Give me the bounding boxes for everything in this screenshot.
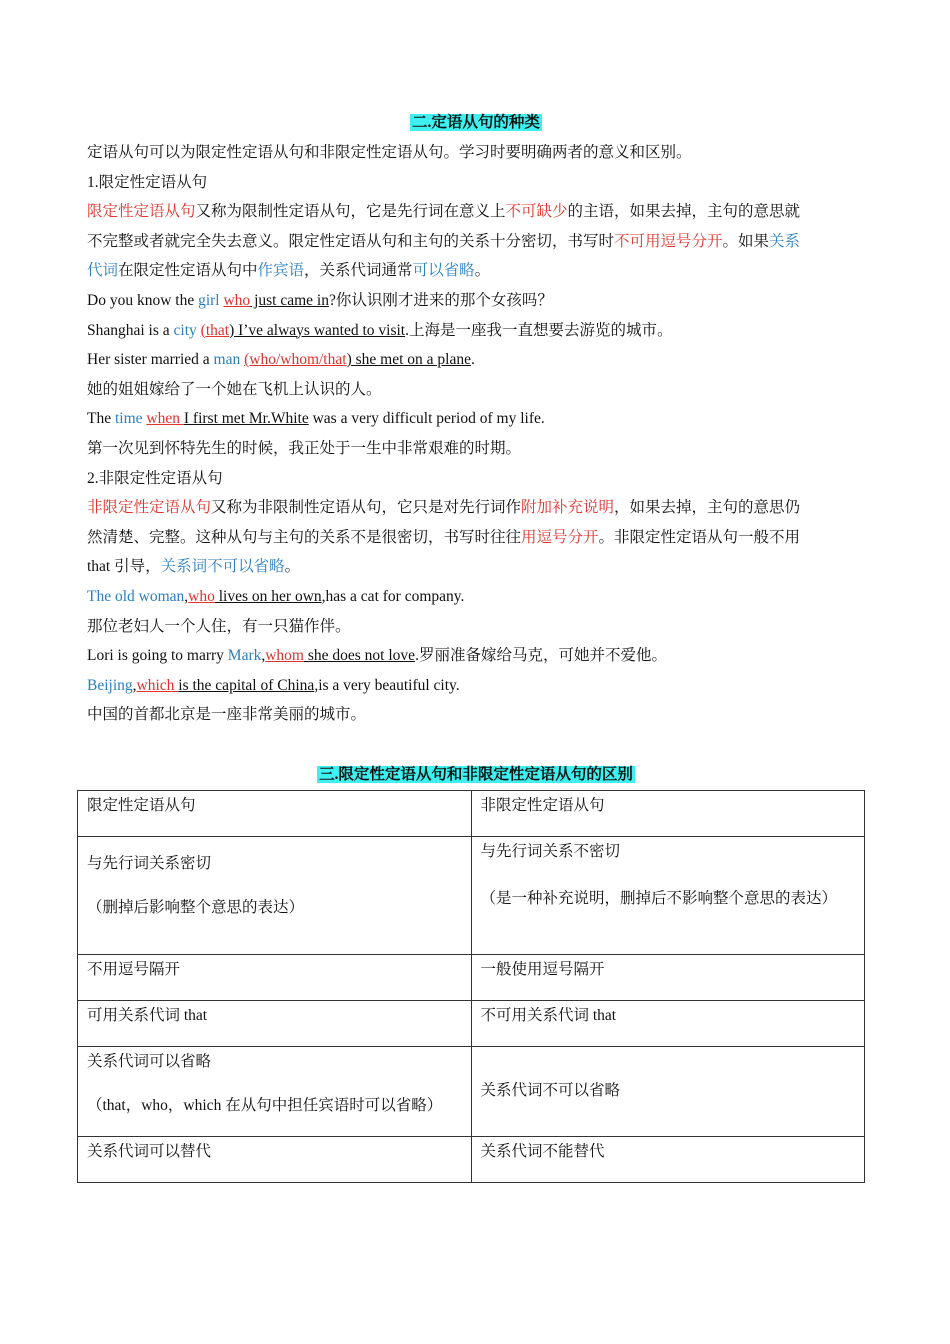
table-cell: 与先行词关系不密切 （是一种补充说明，删掉后不影响整个意思的表达） [471, 837, 865, 955]
example-translation: 那位老妇人一个人住，有一只猫作伴。 [87, 617, 351, 635]
table-row [78, 1137, 865, 1183]
table-cell: 关系代词可以省略 （that，who，which 在从句中担任宾语时可以省略） [78, 1047, 472, 1137]
paragraph-restrictive: 限定性定语从句又称为限制性定语从句，它是先行词在意义上不可缺少的主语，如果去掉，主句的意思就 不完整或者就完全失去意义。限定性定语从句和主句的关系十分密切，书写时不可用逗号分开。如果关系 代词在限定性定语从句中作宾语，关系代词通常可以省略。 [87, 203, 801, 280]
section3-heading: 三.限定性定语从句和非限定性定语从句的区别 [319, 765, 633, 783]
example-translation: 中国的首都北京是一座非常美丽的城市。 [87, 706, 367, 724]
table-row [78, 837, 865, 955]
table-cell: 可用关系代词 that [78, 1001, 472, 1047]
intro-text: 定语从句可以为限定性定语从句和非限定性定语从句。学习时要明确两者的意义和区别。 [87, 144, 692, 161]
table-cell: 关系代词不能替代 [471, 1137, 865, 1183]
example-sentence: Her sister married a man (who/whom/that) she met on a plane. [87, 351, 475, 369]
table-row [78, 1001, 865, 1047]
table-cell: 关系代词可以替代 [78, 1137, 472, 1183]
table-cell: 与先行词关系密切 （删掉后影响整个意思的表达） [78, 837, 472, 955]
subheading-restrictive: 1.限定性定语从句 [87, 173, 208, 191]
comparison-table [77, 790, 865, 1183]
table-cell: 不用逗号隔开 [78, 955, 472, 1001]
table-cell: 关系代词不可以省略 [471, 1047, 865, 1137]
example-translation: 她的姐姐嫁给了一个她在飞机上认识的人。 [87, 380, 382, 398]
table-cell: 一般使用逗号隔开 [471, 955, 865, 1001]
table-row [78, 791, 865, 837]
table-cell: 非限定性定语从句 [471, 791, 865, 837]
example-sentence: The time when I first met Mr.White was a very difficult period of my life. [87, 410, 545, 428]
table-cell: 不可用关系代词 that [471, 1001, 865, 1047]
example-sentence: The old woman,who lives on her own,has a cat for company. [87, 587, 465, 605]
section2-heading: 二.定语从句的种类 [412, 114, 540, 131]
example-translation: 第一次见到怀特先生的时候，我正处于一生中非常艰难的时期。 [87, 439, 522, 457]
subheading-nonrestrictive: 2.非限定性定语从句 [87, 469, 223, 487]
document-page [87, 110, 865, 790]
example-sentence: Beijing,which is the capital of China,is a very beautiful city. [87, 676, 460, 694]
example-sentence: Shanghai is a city (that) I’ve always wanted to visit.上海是一座我一直想要去游览的城市。 [87, 321, 673, 339]
table-row [78, 955, 865, 1001]
paragraph-nonrestrictive: 非限定性定语从句又称为非限制性定语从句，它只是对先行词作附加补充说明，如果去掉，主句的意思仍 然清楚、完整。这种从句与主句的关系不是很密切，书写时往往用逗号分开。非限定性定语从句一般不用 that 引导，关系词不可以省略。 [87, 499, 801, 576]
example-sentence: Do you know the girl who just came in?你认识刚才进来的那个女孩吗？ [87, 291, 553, 309]
table-row [78, 1047, 865, 1137]
example-sentence: Lori is going to marry Mark,whom she does not love.罗丽准备嫁给马克，可她并不爱他。 [87, 647, 667, 665]
table-cell: 限定性定语从句 [78, 791, 472, 837]
